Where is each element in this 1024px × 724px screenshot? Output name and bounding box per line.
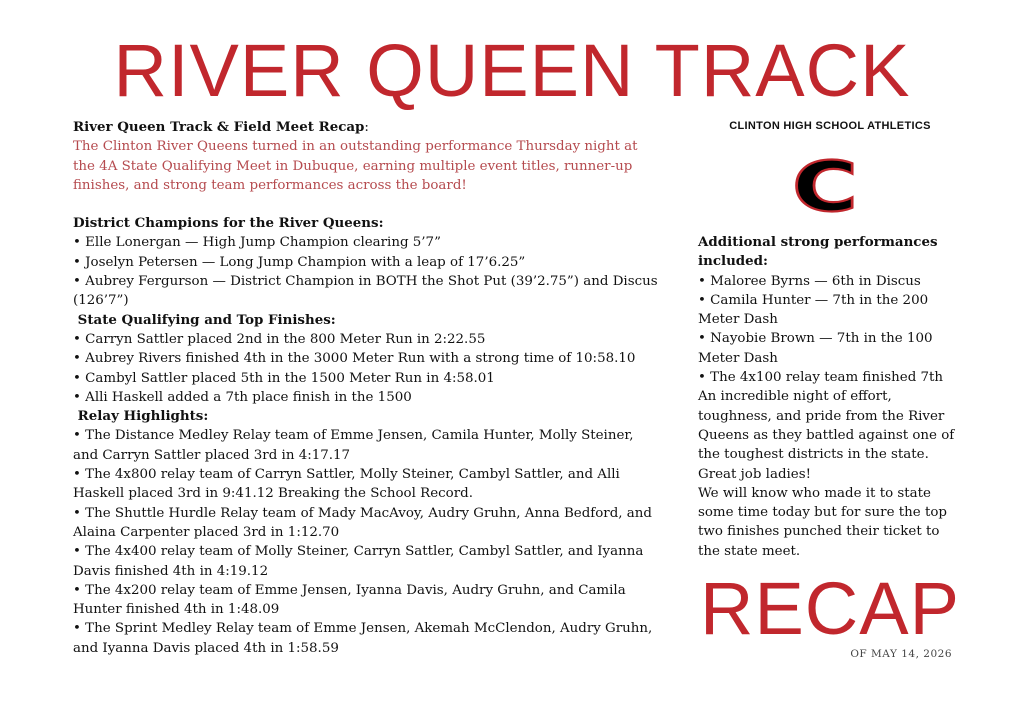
list-item: • The 4x100 relay team finished 7th [698,370,944,386]
list-item: • Aubrey Fergurson — District Champion in BOTH the Shot Put (39’2.75”) and Discus (126’7”) [73,274,658,309]
closing-paragraph: An incredible night of effort, toughness, and pride from the River Queens as they battled against one of the toughest districts in the state. Great job ladies! [698,389,955,482]
list-item: • Joselyn Petersen — Long Jump Champion with a leap of 17’6.25” [73,254,526,270]
page-headline: RIVER QUEEN TRACK [113,29,911,112]
intro-text: The Clinton River Queens turned in an outstanding performance Thursday night at the 4A State Qualifying Meet in Dubuque, earning multiple event titles, runner-up finishes, and strong team performances across the board! [73,139,638,193]
list-item: • Maloree Byrns — 6th in Discus [698,273,921,289]
recap-heading: RECAP [700,567,960,650]
list-item: • The 4x800 relay team of Carryn Sattler, Molly Steiner, Cambyl Sattler, and Alli Haskell placed 3rd in 9:41.12 Breaking the School Record. [73,467,620,502]
clinton-c-logo-icon [788,152,862,214]
list-item: • The Sprint Medley Relay team of Emme Jensen, Akemah McClendon, Audry Gruhn, and Iyanna Davis placed 4th in 1:58.59 [73,621,653,656]
recap-main-column [73,118,658,658]
intro-colon: : [364,120,369,135]
list-item: • Aubrey Rivers finished 4th in the 3000 Meter Run with a strong time of 10:58.10 [73,351,636,367]
list-item: • Elle Lonergan — High Jump Champion clearing 5’7” [73,235,441,251]
relay-title: Relay Highlights: [73,408,209,425]
list-item: • Camila Hunter — 7th in the 200 Meter Dash [698,292,929,328]
list-item: • The 4x200 relay team of Emme Jensen, Iyanna Davis, Audry Gruhn, and Camila Hunter finished 4th in 1:48.09 [73,582,626,618]
school-name: CLINTON HIGH SCHOOL ATHLETICS [729,120,931,132]
district-title: District Champions for the River Queens: [73,215,384,232]
list-item: • Cambyl Sattler placed 5th in the 1500 Meter Run in 4:58.01 [73,370,495,386]
list-item: • The Distance Medley Relay team of Emme Jensen, Camila Hunter, Molly Steiner, and Carryn Sattler placed 3rd in 4:17.17 [73,428,634,463]
intro-heading [73,118,658,137]
state-title: State Qualifying and Top Finishes: [73,311,336,328]
list-item: • Alli Haskell added a 7th place finish in the 1500 [73,389,412,405]
intro-title: River Queen Track & Field Meet Recap [73,119,365,135]
additional-title: Additional strong performances included: [698,234,938,270]
list-item: • Carryn Sattler placed 2nd in the 800 Meter Run in 2:22.55 [73,331,486,347]
additional-column [698,233,956,561]
spacer [73,195,658,214]
list-item: • The Shuttle Hurdle Relay team of Mady MacAvoy, Audry Gruhn, Anna Bedford, and Alaina Carpenter placed 3rd in 1:12.70 [73,505,652,540]
list-item: • Nayobie Brown — 7th in the 100 Meter Dash [698,331,933,366]
closing-paragraph: We will know who made it to state some time today but for sure the top two finishes punched their ticket to the state meet. [698,485,947,559]
recap-date: OF MAY 14, 2026 [850,648,952,660]
logo-letter: C [792,152,858,214]
list-item: • The 4x400 relay team of Molly Steiner, Carryn Sattler, Cambyl Sattler, and Iyanna Davis finished 4th in 4:19.12 [73,544,644,579]
